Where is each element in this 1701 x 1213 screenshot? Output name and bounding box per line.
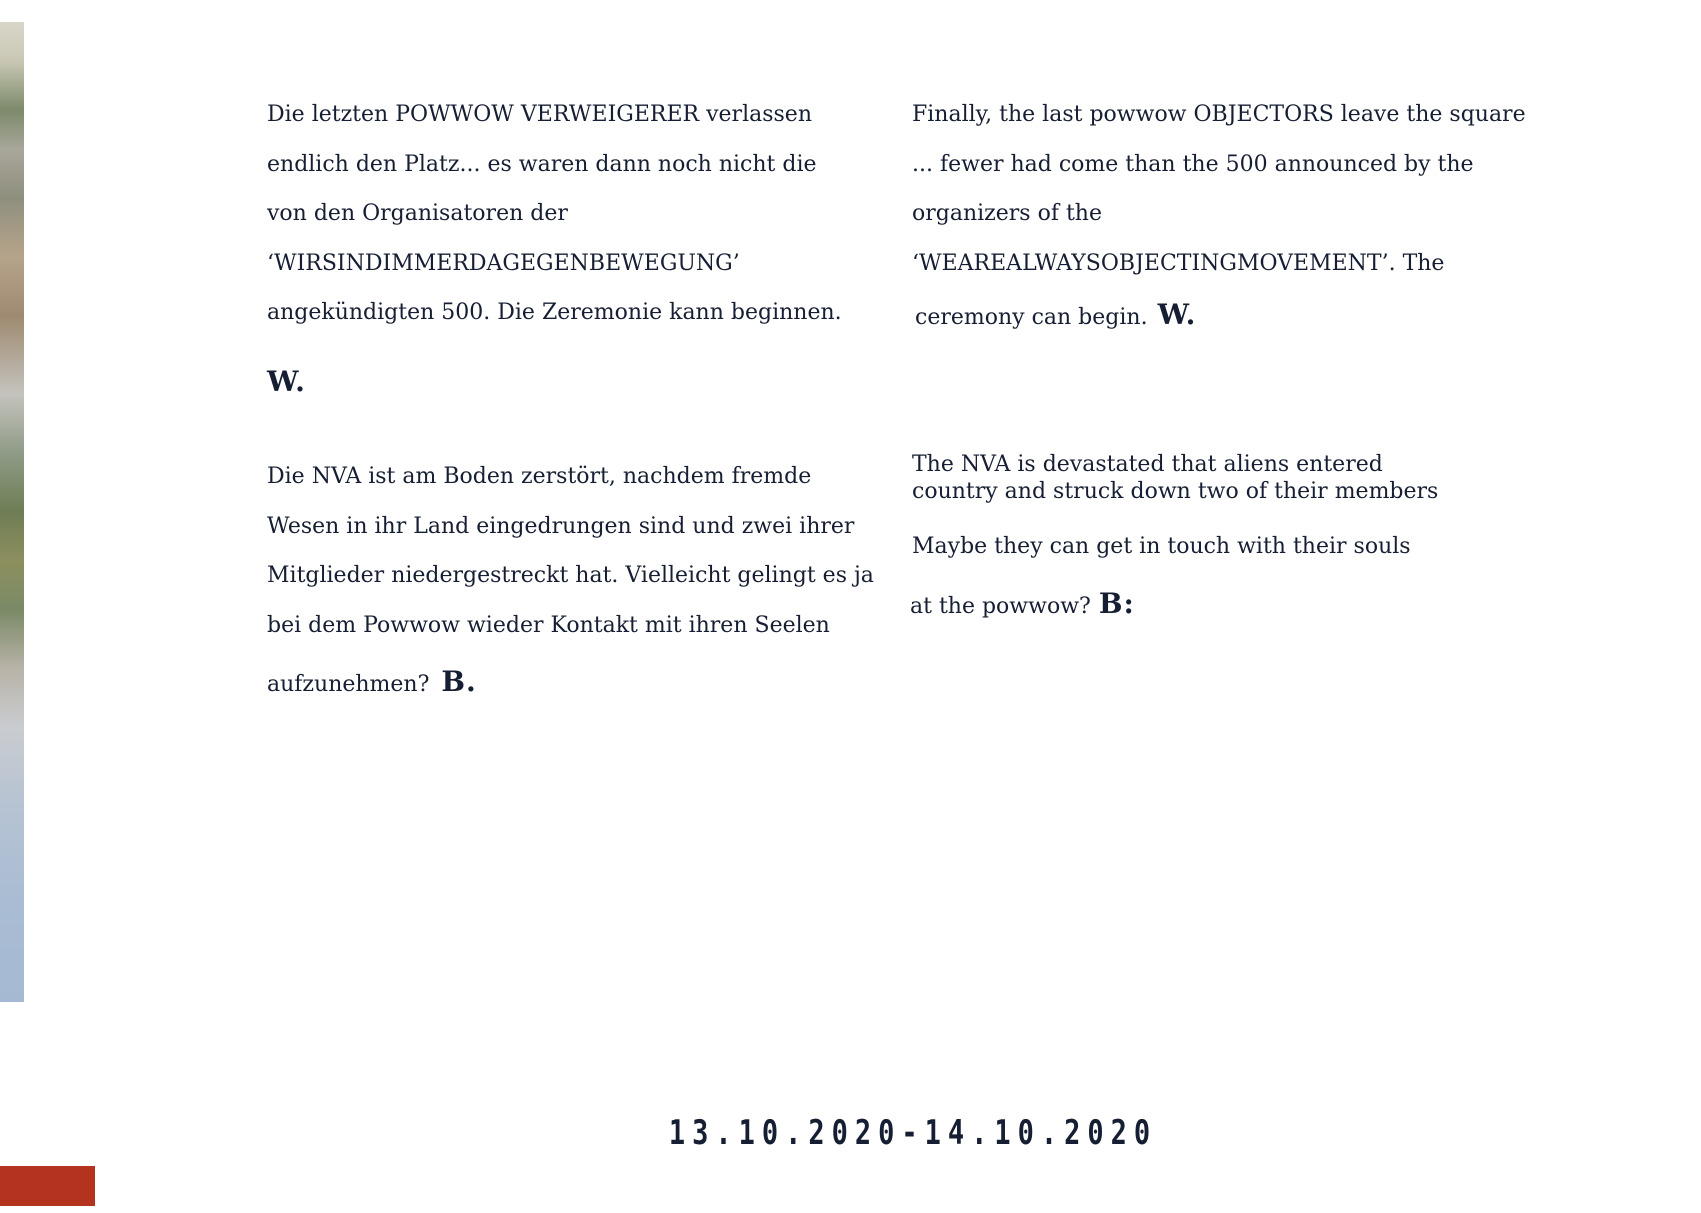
text-line: organizers of the <box>912 201 1102 226</box>
text-line: aufzunehmen? <box>267 672 430 697</box>
text-line: ‘WIRSINDIMMERDAGEGENBEWEGUNG’ <box>267 250 740 276</box>
text-line: Wesen in ihr Land eingedrungen sind und zwei ihrer <box>267 513 855 539</box>
text-line: The NVA is devastated that aliens entered <box>912 452 1383 477</box>
text-line: bei dem Powwow wieder Kontakt mit ihren Seelen <box>267 612 830 638</box>
english-paragraph-1 <box>912 90 1572 288</box>
photo-strip <box>0 22 24 1002</box>
text-line: Mitglieder niedergestreckt hat. Vielleicht gelingt es ja <box>267 563 874 588</box>
english-paragraph-1-last-line <box>915 295 1196 338</box>
english-paragraph-2 <box>912 451 1572 505</box>
date-range: 13.10.2020-14.10.2020 <box>668 1114 1158 1153</box>
text-line: ceremony can begin. <box>915 305 1148 330</box>
german-paragraph-1 <box>267 90 887 338</box>
signature-w: W. <box>1157 298 1197 331</box>
english-paragraph-2-last-line <box>910 584 1135 627</box>
text-line: von den Organisatoren der <box>267 201 568 226</box>
signature-b: B. <box>441 665 477 698</box>
german-paragraph-2-last-line <box>267 662 477 705</box>
text-line: angekündigten 500. Die Zeremonie kann beginnen. <box>267 300 842 325</box>
text-line: Finally, the last powwow OBJECTORS leave the square <box>912 102 1526 127</box>
text-line: ... fewer had come than the 500 announced by the <box>912 151 1474 177</box>
text-line: ‘WEAREALWAYSOBJECTINGMOVEMENT’. The <box>912 250 1445 276</box>
text-line: endlich den Platz... es waren dann noch nicht die <box>267 151 817 177</box>
signature-b: B: <box>1098 587 1135 620</box>
text-line: country and struck down two of their members <box>912 479 1439 504</box>
text-line: at the powwow? <box>910 594 1091 619</box>
text-line: Maybe they can get in touch with their souls <box>912 534 1411 559</box>
german-paragraph-2 <box>267 452 887 650</box>
signature-w: W. <box>267 365 306 398</box>
red-page-tab <box>0 1166 95 1206</box>
text-line: Die letzten POWWOW VERWEIGERER verlassen <box>267 102 812 127</box>
text-line: Die NVA ist am Boden zerstört, nachdem fremde <box>267 464 812 489</box>
